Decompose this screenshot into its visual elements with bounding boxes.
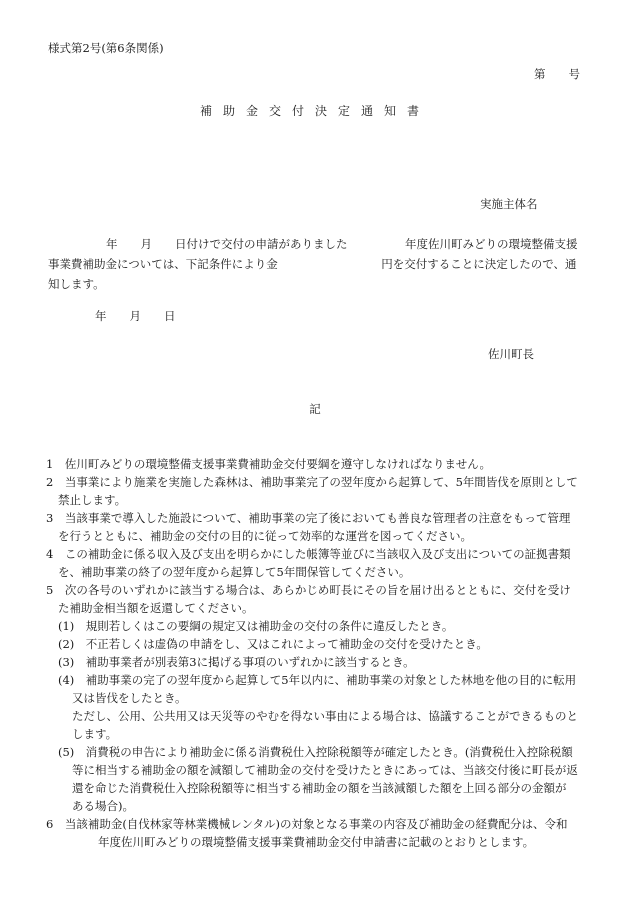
condition-5-4-proviso: ただし、公用、公共用又は天災等のやむを得ない事由による場合は、協議することができるものと bbox=[72, 709, 578, 723]
condition-1: 1 佐川町みどりの環境整備支援事業費補助金交付要綱を遵守しなければなりません。 bbox=[46, 457, 492, 471]
condition-5-2: (2) 不正若しくは虚偽の申請をし、又はこれによって補助金の交付を受けたとき。 bbox=[58, 637, 488, 651]
condition-5-4: (4) 補助事業の完了の翌年度から起算して5年以内に、補助事業の対象とした林地を他の目的に転用 bbox=[58, 673, 577, 687]
form-number: 様式第2号(第6条関係) bbox=[48, 41, 164, 55]
intro-line-1: 年 月 日付けで交付の申請がありました 年度佐川町みどりの環境整備支援 bbox=[106, 237, 578, 251]
condition-5-4-cont: 又は皆伐をしたとき。 bbox=[72, 691, 187, 705]
condition-5-5-cont-1: 等に相当する補助金の額を減額して補助金の交付を受けたときにあっては、当該交付後に町長が返 bbox=[72, 763, 578, 777]
condition-3-cont: を行うとともに、補助金の交付の目的に従って効率的な運営を図ってください。 bbox=[58, 529, 472, 543]
ki-heading: 記 bbox=[309, 402, 321, 416]
intro-line-3: 知します。 bbox=[48, 277, 105, 291]
condition-5-5-cont-3: ある場合)。 bbox=[72, 799, 134, 813]
condition-6: 6 当該補助金(自伐林家等林業機械レンタル)の対象となる事業の内容及び補助金の経費配分は、令和 bbox=[46, 817, 568, 831]
intro-paragraph bbox=[48, 234, 593, 294]
issuer-name: 佐川町長 bbox=[488, 347, 534, 361]
condition-5: 5 次の各号のいずれかに該当する場合は、あらかじめ町長にその旨を届け出るとともに、交付を受け bbox=[46, 583, 571, 597]
condition-5-1: (1) 規則若しくはこの要綱の規定又は補助金の交付の条件に違反したとき。 bbox=[58, 619, 454, 633]
condition-6-cont: 年度佐川町みどりの環境整備支援事業費補助金交付申請書に記載のとおりとします。 bbox=[98, 835, 535, 849]
issue-date: 年 月 日 bbox=[95, 309, 176, 323]
condition-5-5-cont-2: 還を命じた消費税仕入控除税額等に相当する補助金の額を当該減額した額を上回る部分の金額が bbox=[72, 781, 567, 795]
condition-3: 3 当該事業で導入した施設について、補助事業の完了後においても善良な管理者の注意をもって管理 bbox=[46, 511, 571, 525]
condition-5-5: (5) 消費税の申告により補助金に係る消費税仕入控除税額等が確定したとき。(消費税仕入控除税額 bbox=[58, 745, 573, 759]
condition-5-cont: た補助金相当額を返還してください。 bbox=[58, 601, 254, 615]
condition-5-4-proviso-cont: します。 bbox=[72, 727, 118, 741]
implementer-label: 実施主体名 bbox=[480, 197, 538, 211]
condition-4: 4 この補助金に係る収入及び支出を明らかにした帳簿等並びに当該収入及び支出についての証拠書類 bbox=[46, 547, 571, 561]
condition-5-3: (3) 補助事業者が別表第3に掲げる事項のいずれかに該当するとき。 bbox=[58, 655, 415, 669]
intro-line-2: 事業費補助金については、下記条件により金 円を交付することに決定したので、通 bbox=[48, 257, 577, 271]
condition-2-cont: 禁止します。 bbox=[58, 493, 127, 507]
document-number: 第 号 bbox=[534, 67, 580, 81]
document-title: 補助金交付決定通知書 bbox=[199, 104, 430, 118]
conditions-list bbox=[46, 455, 596, 851]
condition-2: 2 当事業により施業を実施した森林は、補助事業完了の翌年度から起算して、5年間皆伐を原則として bbox=[46, 475, 578, 489]
condition-4-cont: を、補助事業の終了の翌年度から起算して5年間保管してください。 bbox=[58, 565, 411, 579]
